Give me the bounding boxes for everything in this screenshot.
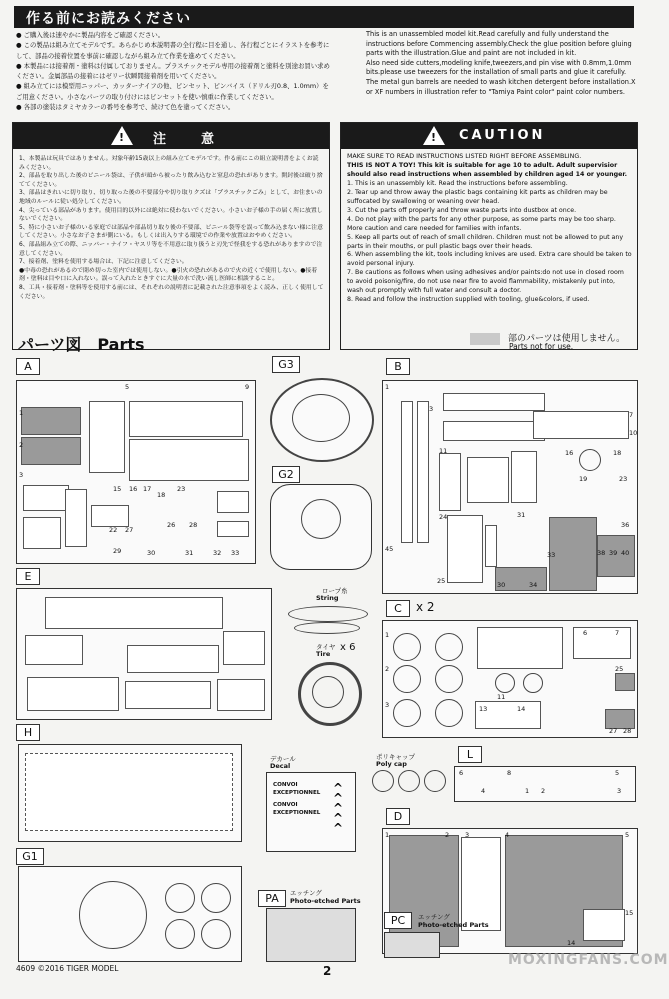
part-number: 30 — [497, 581, 506, 589]
page-number: 2 — [323, 964, 332, 978]
decal-label-ja: デカール — [270, 755, 296, 763]
photo-etched-fret-pc — [384, 932, 440, 958]
part-number: 31 — [185, 549, 194, 557]
part-c7 — [573, 627, 631, 659]
part-b28 — [485, 525, 497, 567]
part-number: 34 — [529, 581, 538, 589]
part-number: 24 — [439, 513, 448, 521]
part-g1-grille — [165, 919, 195, 949]
warning-text — [19, 155, 324, 301]
part-e-lower-centre — [125, 681, 211, 709]
sprue-tag-g1: G1 — [16, 848, 44, 865]
part-c-wheel — [435, 699, 463, 727]
decal-text: CONVOI EXCEPTIONNEL — [273, 782, 321, 796]
intro-ja-line: ● 組み立てには模型用ニッパー、カッターナイフの他、ピンセット、ピンバイス（ドリル刃0.8、1.0mm）をご用意ください。小さなパーツの取り付けにはピンセットを使い慎重に作業してください。 — [16, 82, 329, 101]
sprue-tag-d: D — [386, 808, 410, 825]
part-c-wheel — [435, 633, 463, 661]
sprue-l — [454, 766, 636, 802]
watermark: MOXINGFANS.COM — [508, 952, 669, 968]
intro-ja-line: ● 本製品には接着剤・塗料は付属しておりません。プラスチックモデル専用の接着剤と塗料を別途お買い求めください。金属部品の接着にはゼリー状瞬間接着剤を用いてください。 — [16, 61, 330, 81]
part-d1-unused — [389, 835, 459, 947]
part-a6 — [129, 401, 243, 437]
part-b17 — [579, 449, 601, 471]
part-g3-inner-ring — [292, 394, 350, 442]
string-loop — [294, 622, 360, 634]
part-number: 15 — [625, 909, 634, 917]
part-number: 2 — [19, 441, 24, 449]
caution-line: THIS IS NOT A TOY! This kit is suitable for age 10 to adult. Adult supervisior should also read instructions when assembled by children aged 14 or younger. — [347, 161, 627, 178]
intro-ja-line: ● この製品は組み立てモデルです。あらかじめ本説明書の全行程に目を通し、各行程ごとにイラストを参考にして、部品の接着位置を事前に確認しながら組み立て作業を進めてください。 — [16, 41, 330, 60]
part-number: 14 — [517, 705, 526, 713]
part-c12 — [523, 673, 543, 693]
part-number: 2 — [385, 665, 390, 673]
tire-label-ja: タイヤ — [316, 643, 336, 651]
header-bar — [14, 6, 634, 28]
warning-line: 7、接着剤、塗料を使用する場合は、下記に注意してください。 — [19, 259, 188, 266]
warning-line: 6、部品組み立ての際、ニッパー・ナイフ・ヤスリ等を不用意に取り扱うと刃先で怪我をする恐れがありますので注意してください。 — [19, 241, 323, 257]
part-c25-unused — [615, 673, 635, 691]
part-number: 6 — [459, 769, 464, 777]
polycap-part — [424, 770, 446, 792]
warning-line: 8、工具・接着剤・塗料等を使用する前には、それぞれの説明書に記載された注意事項をよく読み、正しく使用してください。 — [19, 284, 324, 300]
string-loop — [288, 606, 368, 622]
part-g1-deck — [18, 866, 242, 962]
part-b11 — [439, 453, 461, 511]
sprue-tag-c: C — [386, 600, 410, 617]
sprue-tag-l: L — [458, 746, 482, 763]
not-for-use-swatch — [470, 333, 500, 345]
caution-banner — [341, 123, 637, 149]
string-label-en: String — [316, 594, 339, 602]
part-d3 — [461, 837, 501, 931]
caution-line: 6. When assembling the kit, tools including knives are used. Extra care should be taken to avoid personal injury. — [347, 251, 632, 268]
part-number: 15 — [113, 485, 122, 493]
caution-line: 3. Cut the parts off properly and throw waste parts into dustbox at once. — [347, 206, 577, 214]
part-number: 40 — [621, 549, 630, 557]
not-for-use-ja: 部のパーツは使用しません。 — [508, 334, 626, 344]
decal-sheet — [266, 772, 356, 852]
polycap-label-en: Poly cap — [376, 760, 407, 768]
not-for-use-en: Parts not for use. — [509, 342, 574, 351]
part-e-panel-left — [25, 635, 83, 665]
part-number: 7 — [629, 411, 634, 419]
caution-line: 5. Keep all parts out of reach of small children. Children must not be allowed to put any parts in their mouths, or pull plastic bags over their heads. — [347, 233, 624, 250]
sprue-b — [382, 380, 638, 594]
part-number: 29 — [113, 547, 122, 555]
part-number: 8 — [507, 769, 512, 777]
part-h-hull — [18, 744, 242, 842]
polycap-part — [398, 770, 420, 792]
part-number: 9 — [245, 383, 250, 391]
part-a1-unused — [21, 407, 81, 435]
part-b24 — [447, 515, 483, 583]
part-number: 32 — [213, 549, 222, 557]
part-number: 33 — [231, 549, 240, 557]
part-number: 1 — [19, 409, 24, 417]
sprue-tag-a: A — [16, 358, 40, 375]
part-number: 11 — [439, 447, 448, 455]
polycap-part — [372, 770, 394, 792]
polycap-label-ja: ポリキャップ — [376, 753, 415, 761]
caution-title: CAUTION — [459, 128, 546, 143]
part-a7 — [129, 439, 249, 481]
part-number: 5 — [615, 769, 620, 777]
part-g2-hatch — [301, 499, 341, 539]
part-number: 38 — [597, 549, 606, 557]
part-number: 3 — [429, 405, 434, 413]
sprue-a — [16, 380, 256, 564]
part-number: 17 — [143, 485, 152, 493]
intro-ja-line: ● 各部の塗装はタミヤカラーの番号を参考で、続けて色を塗ってください。 — [16, 103, 235, 112]
part-number: 25 — [437, 577, 446, 585]
part-number: 45 — [385, 545, 394, 553]
warning-line: 5、特に小さいお子様のいる家庭では部品や部品切り取り後の不要部、ビニール袋等を誤って飲み込まない様に注意してください。小さなお子さまが側にいる。もしくは出入りする環境での作業や放置はおやめください。 — [19, 224, 324, 240]
caution-line: 8. Read and follow the instruction supplied with tooling, glue&colors, if used. — [347, 296, 590, 304]
warning-box-ja — [12, 122, 330, 350]
part-number: 13 — [479, 705, 488, 713]
part-g1-grille — [201, 883, 231, 913]
intro-en-line: The metal gun barrels are needed to wash kitchen detergent before installation.X or XF numbers in illustration refer to "Tamiya Paint color" paint color numbers. — [366, 77, 636, 96]
warning-banner — [13, 123, 329, 149]
pa-label-en: Photo-etched Parts — [290, 897, 361, 905]
part-c-wheel — [393, 633, 421, 661]
sprue-tag-e: E — [16, 568, 40, 585]
part-b32-unused — [549, 517, 597, 591]
caution-line: 2. Tear up and throw away the plastic bags containing kit parts as children may be suffocated by swallowing or weaning over head. — [347, 188, 608, 205]
warning-title: 注 意 — [153, 132, 218, 147]
tag-pc: PC — [384, 912, 412, 929]
tire-hub — [312, 676, 344, 708]
part-a5 — [89, 401, 125, 473]
part-number: 1 — [385, 631, 390, 639]
part-c-wheel — [393, 699, 421, 727]
part-a14 — [65, 489, 87, 547]
sprue-tag-g2: G2 — [272, 466, 300, 483]
part-number: 1 — [525, 787, 530, 795]
footer-code: 4609 ©2016 TIGER MODEL — [16, 964, 119, 973]
intro-ja-line: ● ご購入後は速やかに製品内容をご確認ください。 — [16, 31, 165, 39]
sprue-c-quantity: x 2 — [416, 600, 435, 614]
part-d15 — [583, 909, 625, 941]
part-g1-grille — [201, 919, 231, 949]
part-g1-grille — [165, 883, 195, 913]
caution-line: 4. Do not play with the parts for any other purpose, as some parts may be too sharp. More caution and care needed for families with infants. — [347, 215, 616, 232]
part-c-wheel — [393, 665, 421, 693]
warning-line: ●中毒の恐れがあるので閉め切った室内では使用しない。●引火の恐れがあるので火の近くで使用しない。●接着剤・塗料は目や口に入れない。誤って入れたときすぐに大量の水で洗い流し医師に相談すること。 — [19, 267, 318, 283]
part-number: 4 — [505, 831, 510, 839]
tire-quantity: x 6 — [340, 642, 356, 653]
chevron-up-icon: ^ ^ ^ ^ ^ — [333, 781, 344, 835]
part-number: 5 — [125, 383, 130, 391]
string-label-ja: ロープ糸 — [322, 587, 348, 595]
part-number: 19 — [579, 475, 588, 483]
part-number: 23 — [619, 475, 628, 483]
intro-en-line: This is an unassembled model kit.Read carefully and fully understand the instructions before Commencing assembly.Check the glue position before gluing parts with the illustration.Glue and paint are not included in kit. — [366, 30, 632, 58]
part-number: 22 — [109, 526, 118, 534]
part-number: 3 — [385, 701, 390, 709]
caution-line: MAKE SURE TO READ INSTRUCTIONS LISTED RIGHT BEFORE ASSEMBLING. — [347, 153, 582, 160]
part-e-lattice — [45, 597, 223, 629]
part-number: 2 — [541, 787, 546, 795]
sprue-tag-h: H — [16, 724, 40, 741]
part-number: 23 — [177, 485, 186, 493]
part-number: 30 — [147, 549, 156, 557]
part-number: 6 — [583, 629, 588, 637]
part-a12 — [23, 517, 61, 549]
warning-line: 3、部品はきれいに切り取り、切り取った後の不要部分や切り取りクズは「プラスチックごみ」として、お住まいの地域のルールに従い処分してください。 — [19, 190, 323, 205]
decal-text: CONVOI EXCEPTIONNEL — [273, 802, 321, 816]
warning-line: 1、本製品は玩具ではありません。対象年齢15歳以上の組み立てモデルです。作る前にこの組立説明書をよくお読みください。 — [19, 156, 319, 171]
tire-label-en: Tire — [316, 650, 331, 658]
pc-label-ja: エッチング — [418, 913, 450, 921]
part-number: 3 — [617, 787, 622, 795]
intro-english — [366, 30, 636, 97]
part-number: 31 — [517, 511, 526, 519]
part-number: 10 — [629, 429, 638, 437]
part-number: 1 — [385, 831, 390, 839]
caution-text — [347, 153, 632, 305]
part-e-panel-right — [223, 631, 265, 665]
part-number: 3 — [19, 471, 24, 479]
pc-label-en: Photo-etched Parts — [418, 921, 489, 929]
part-number: 18 — [613, 449, 622, 457]
part-number: 5 — [625, 831, 630, 839]
part-b12 — [511, 451, 537, 503]
part-number: 28 — [623, 727, 632, 735]
sprue-tag-b: B — [386, 358, 410, 375]
part-a2-unused — [21, 437, 81, 465]
part-number: 4 — [481, 787, 486, 795]
part-a4 — [23, 485, 69, 511]
part-number: 33 — [547, 551, 556, 559]
intro-japanese — [16, 30, 334, 112]
part-number: 16 — [565, 449, 574, 457]
part-number: 18 — [157, 491, 166, 499]
part-a25 — [217, 491, 249, 513]
warning-line: 2、部品を取り出した後のビニール袋は、子供が頭から被ったり飲み込むと窒息の恐れがあります。開封後は破り捨ててください。 — [19, 173, 323, 188]
part-b13 — [467, 457, 509, 503]
part-number: 3 — [465, 831, 470, 839]
parts-title: パーツ図 Parts — [18, 335, 145, 354]
part-b1 — [401, 401, 413, 543]
part-number: 28 — [189, 521, 198, 529]
part-b7 — [533, 411, 629, 439]
photo-etched-fret-pa — [266, 908, 356, 962]
part-number: 27 — [125, 526, 134, 534]
part-h-hull-outline — [25, 753, 233, 831]
caution-box-en — [340, 122, 638, 350]
caution-line: 1. This is an unassembly kit. Read the instructions before assembling. — [347, 179, 568, 187]
warning-line: 4、尖っている部品があります。使用目的以外には絶対に使わないでください。小さいお子様の手の届く所に放置しないでください。 — [19, 207, 323, 223]
sprue-c — [382, 620, 638, 738]
header-title: 作る前にお読みください — [26, 11, 191, 27]
pa-label-ja: エッチング — [290, 889, 322, 897]
sprue-e — [16, 588, 272, 720]
caution-line: 7. Be cautions as follows when using adhesives and/or paints:do not use in closed room to avoid poisonig/fire, do not use near fire to avoid flammability, mistakenly put into, wash out promptly with full water and consult a doctor. — [347, 269, 624, 295]
part-number: 36 — [621, 521, 630, 529]
part-number: 7 — [615, 629, 620, 637]
exclamation-icon: ! — [431, 131, 437, 144]
part-number: 2 — [445, 831, 450, 839]
part-a32 — [217, 521, 249, 537]
part-b3 — [443, 393, 545, 411]
part-number: 1 — [385, 383, 390, 391]
part-number: 25 — [615, 665, 624, 673]
part-number: 11 — [497, 693, 506, 701]
sprue-tag-g3: G3 — [272, 356, 300, 373]
part-g2-turret-deck — [270, 484, 372, 570]
part-c11 — [495, 673, 515, 693]
part-e-lower-right — [217, 679, 265, 711]
part-c27-unused — [605, 709, 635, 729]
part-a20 — [91, 505, 129, 527]
part-e-panel-centre — [127, 645, 219, 673]
tag-pa: PA — [258, 890, 286, 907]
part-c-linkage — [477, 627, 563, 669]
part-number: 39 — [609, 549, 618, 557]
part-number: 14 — [567, 939, 576, 947]
part-b2 — [417, 401, 429, 543]
part-number: 26 — [167, 521, 176, 529]
part-b6 — [443, 421, 545, 441]
part-number: 27 — [609, 727, 618, 735]
part-c-wheel — [435, 665, 463, 693]
part-g1-turret-ring — [79, 881, 147, 949]
exclamation-icon: ! — [119, 131, 125, 144]
part-number: 16 — [129, 485, 138, 493]
decal-label-en: Decal — [270, 762, 291, 770]
intro-en-line: Also need side cutters,modeling knife,tweezers,and pin vise with 0.8mm,1.0mm bits.please use tweezers for the installation of small parts and glue it carefully. — [366, 58, 632, 77]
part-e-lower-left — [27, 677, 119, 711]
